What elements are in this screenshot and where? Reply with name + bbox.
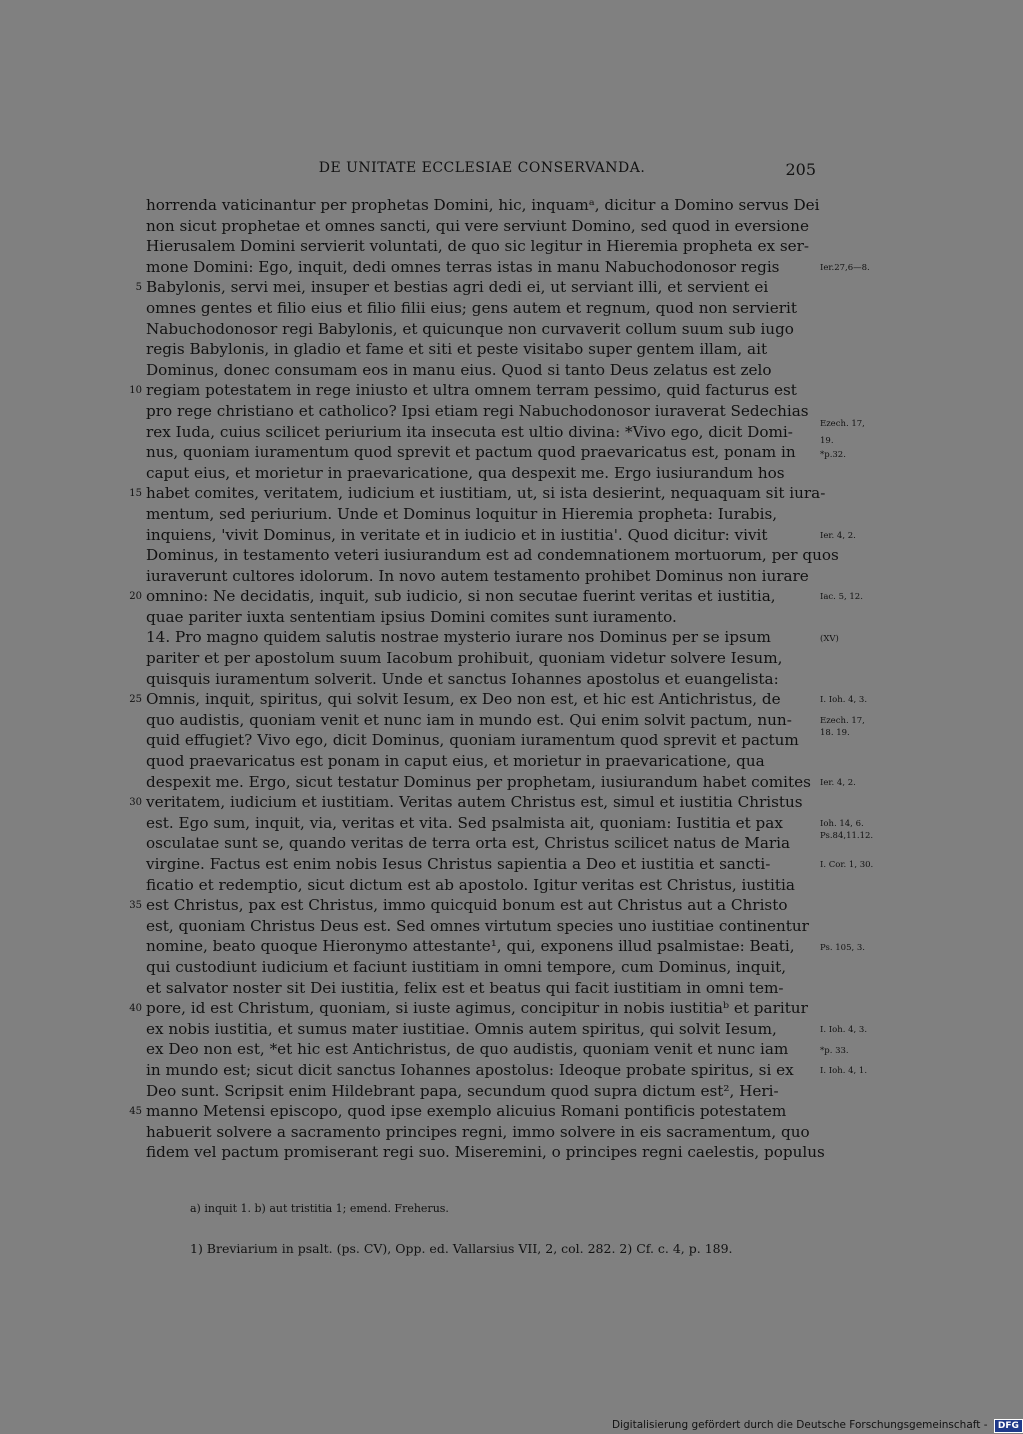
text-line: osculatae sunt se, quando veritas de terra orta est, Christus scilicet natus de Maria	[146, 834, 791, 853]
text-line: quid effugiet? Vivo ego, dicit Dominus, quoniam iuramentum quod sprevit et pactum	[146, 731, 799, 750]
margin-note: Ps. 105, 3.	[820, 942, 865, 953]
text-line: virgine. Factus est enim nobis Iesus Christus sapientia a Deo et iustitia et sancti-	[146, 855, 771, 873]
text-line: est, quoniam Christus Deus est. Sed omnes virtutum species uno iustitiae continentur	[146, 916, 809, 935]
margin-note: Ier. 4, 2.	[820, 530, 856, 541]
text-line: qui custodiunt iudicium et faciunt iustitiam in omni tempore, cum Dominus, inquit,	[146, 957, 787, 976]
line-number: 15	[129, 488, 142, 500]
text-line: mentum, sed periurium. Unde et Dominus loquitur in Hieremia propheta: Iurabis,	[146, 504, 778, 523]
text-line: iuraverunt cultores idolorum. In novo autem testamento prohibet Dominus non iurare	[146, 566, 809, 585]
running-head-title: DE UNITATE ECCLESIAE CONSERVANDA.	[318, 160, 646, 176]
text-line: habuerit solvere a sacramento principes regni, immo solvere in eis sacramentum, quo	[146, 1122, 810, 1141]
margin-note: I. Ioh. 4, 3.	[820, 695, 868, 706]
running-head	[148, 160, 816, 184]
text-line: omnino: Ne decidatis, inquit, sub iudicio, si non secutae fuerint veritas et iustitia,	[146, 587, 776, 606]
text-line: et salvator noster sit Dei iustitia, felix est et beatus qui facit iustitiam in omni tem-	[146, 978, 784, 997]
dfg-logo: DFG	[994, 1419, 1023, 1433]
margin-note: I. Ioh. 4, 1.	[820, 1066, 868, 1077]
text-line: quod praevaricatus est ponam in caput eius, et morietur in praevaricatione, qua	[146, 752, 765, 771]
text-line: veritatem, iudicium et iustitiam. Veritas autem Christus est, simul et iustitia Christus	[146, 793, 803, 812]
footer-text: Digitalisierung gefördert durch die Deutsche Forschungsgemeinschaft -	[612, 1419, 988, 1431]
margin-note: (XV)	[820, 633, 839, 644]
text-line: Dominus, donec consumam eos in manu eius. Quod si tanto Deus zelatus est zelo	[146, 360, 772, 379]
footnotes-sources: 1) Breviarium in psalt. (ps. CV), Opp. ed. Vallarsius VII, 2, col. 282. 2) Cf. c. 4, p. 189.	[190, 1241, 733, 1256]
text-line: manno Metensi episcopo, quod ipse exemplo alicuius Romani pontificis potestatem	[146, 1102, 787, 1121]
text-line: Dominus, in testamento veteri iusiurandum est ad condemnationem mortuorum, per quos	[146, 546, 839, 565]
margin-note: *p.32.	[820, 450, 846, 461]
margin-note: *p. 33.	[820, 1045, 849, 1056]
margin-note: 19.	[820, 435, 834, 446]
text-line: ex nobis iustitia, et sumus mater iustitiae. Omnis autem spiritus, qui solvit Iesum,	[146, 1019, 777, 1038]
text-line: fidem vel pactum promiserant regi suo. Miseremini, o principes regni caelestis, populus	[146, 1143, 825, 1162]
line-number: 10	[129, 385, 142, 397]
margin-note: I. Ioh. 4, 3.	[820, 1025, 868, 1035]
text-line: quae pariter iuxta sententiam ipsius Domini comites sunt iuramento.	[146, 607, 677, 626]
text-line: Nabuchodonosor regi Babylonis, et quicunque non curvaverit collum suum sub iugo	[146, 319, 794, 338]
line-number: 35	[129, 900, 142, 912]
text-line: pro rege christiano et catholico? Ipsi etiam regi Nabuchodonosor iuraverat Sedechias	[146, 401, 809, 420]
line-number: 20	[129, 591, 142, 603]
text-line: ficatio et redemptio, sicut dictum est ab apostolo. Igitur veritas est Christus, iustitia	[146, 875, 795, 894]
line-number: 30	[129, 797, 142, 809]
text-line: pore, id est Christum, quoniam, si iuste agimus, concipitur in nobis iustitiaᵇ et paritur	[146, 999, 808, 1018]
text-line: nomine, beato quoque Hieronymo attestante¹, qui, exponens illud psalmistae: Beati,	[146, 937, 795, 956]
text-line: mone Domini: Ego, inquit, dedi omnes terras istas in manu Nabuchodonosor regis	[146, 257, 780, 276]
text-line: est. Ego sum, inquit, via, veritas et vita. Sed psalmista ait, quoniam: Iustitia et pax	[146, 813, 783, 832]
text-line: rex Iuda, cuius scilicet periurium ita insecuta est ultio divina: *Vivo ego, dicit Domi-	[146, 422, 793, 441]
text-line: Deo sunt. Scripsit enim Hildebrant papa, secundum quod supra dictum est², Heri-	[146, 1081, 779, 1100]
text-line: Omnis, inquit, spiritus, qui solvit Iesum, ex Deo non est, et hic est Antichristus, de	[146, 690, 781, 709]
margin-note: Ier. 4, 2.	[820, 777, 856, 788]
line-number: 5	[135, 282, 142, 294]
text-line: omnes gentes et filio eius et filio filii eius; gens autem et regnum, quod non servierit	[146, 298, 797, 317]
text-line: regis Babylonis, in gladio et fame et siti et peste visitabo super gentem illam, ait	[146, 340, 768, 359]
footnotes-variants: a) inquit 1. b) aut tristitia 1; emend. Freherus.	[190, 1202, 449, 1215]
margin-note: 18. 19.	[820, 728, 850, 739]
page-number: 205	[785, 160, 816, 179]
text-line: quo audistis, quoniam venit et nunc iam in mundo est. Qui enim solvit pactum, nun-	[146, 710, 792, 729]
margin-note: Iac. 5, 12.	[820, 592, 863, 603]
margin-note: Ioh. 14, 6.	[820, 819, 864, 829]
text-line: ex Deo non est, *et hic est Antichristus, de quo audistis, quoniam venit et nunc iam	[146, 1040, 789, 1059]
text-line: caput eius, et morietur in praevaricatione, qua despexit me. Ergo iusiurandum hos	[146, 463, 785, 482]
margin-note: Ier.27,6—8.	[820, 262, 870, 273]
text-line: Babylonis, servi mei, insuper et bestias agri dedi ei, ut serviant illi, et servient ei	[146, 278, 769, 297]
text-line: pariter et per apostolum suum Iacobum prohibuit, quoniam videtur solvere Iesum,	[146, 649, 783, 668]
line-number: 25	[129, 694, 142, 706]
text-line: despexit me. Ergo, sicut testatur Dominus per prophetam, iusiurandum habet comites	[146, 772, 811, 791]
margin-note: Ezech. 17,	[820, 716, 865, 726]
text-line: nus, quoniam iuramentum quod sprevit et pactum quod praevaricatus est, ponam in	[146, 443, 796, 462]
text-line: Hierusalem Domini servierit voluntati, de quo sic legitur in Hieremia propheta ex ser-	[146, 237, 810, 256]
text-line: horrenda vaticinantur per prophetas Domini, hic, inquamᵃ, dicitur a Domino servus Dei	[146, 196, 820, 214]
text-line: quisquis iuramentum solverit. Unde et sanctus Iohannes apostolus et euangelista:	[146, 669, 779, 688]
line-number: 45	[129, 1106, 142, 1118]
margin-note: I. Cor. 1, 30.	[820, 860, 874, 871]
text-line: non sicut prophetae et omnes sancti, qui vere serviunt Domino, sed quod in eversione	[146, 216, 809, 235]
margin-note: Ezech. 17,	[820, 419, 865, 430]
text-line: est Christus, pax est Christus, immo quicquid bonum est aut Christus aut a Christo	[146, 896, 788, 915]
text-line: 14. Pro magno quidem salutis nostrae mysterio iurare nos Dominus per se ipsum	[146, 628, 771, 647]
text-line: inquiens, 'vivit Dominus, in veritate et in iudicio et in iustitia'. Quod dicitur: vivit	[146, 525, 768, 544]
text-line: in mundo est; sicut dicit sanctus Iohannes apostolus: Ideoque probate spiritus, si ex	[146, 1060, 794, 1079]
line-number: 40	[129, 1003, 142, 1015]
text-line: regiam potestatem in rege iniusto et ultra omnem terram pessimo, quid facturus est	[146, 381, 797, 400]
footer-credit[interactable]	[612, 1419, 1023, 1433]
margin-note: Ps.84,11.12.	[820, 831, 874, 842]
text-line: habet comites, veritatem, iudicium et iustitiam, ut, si ista desierint, nequaquam sit iura-	[146, 484, 826, 503]
